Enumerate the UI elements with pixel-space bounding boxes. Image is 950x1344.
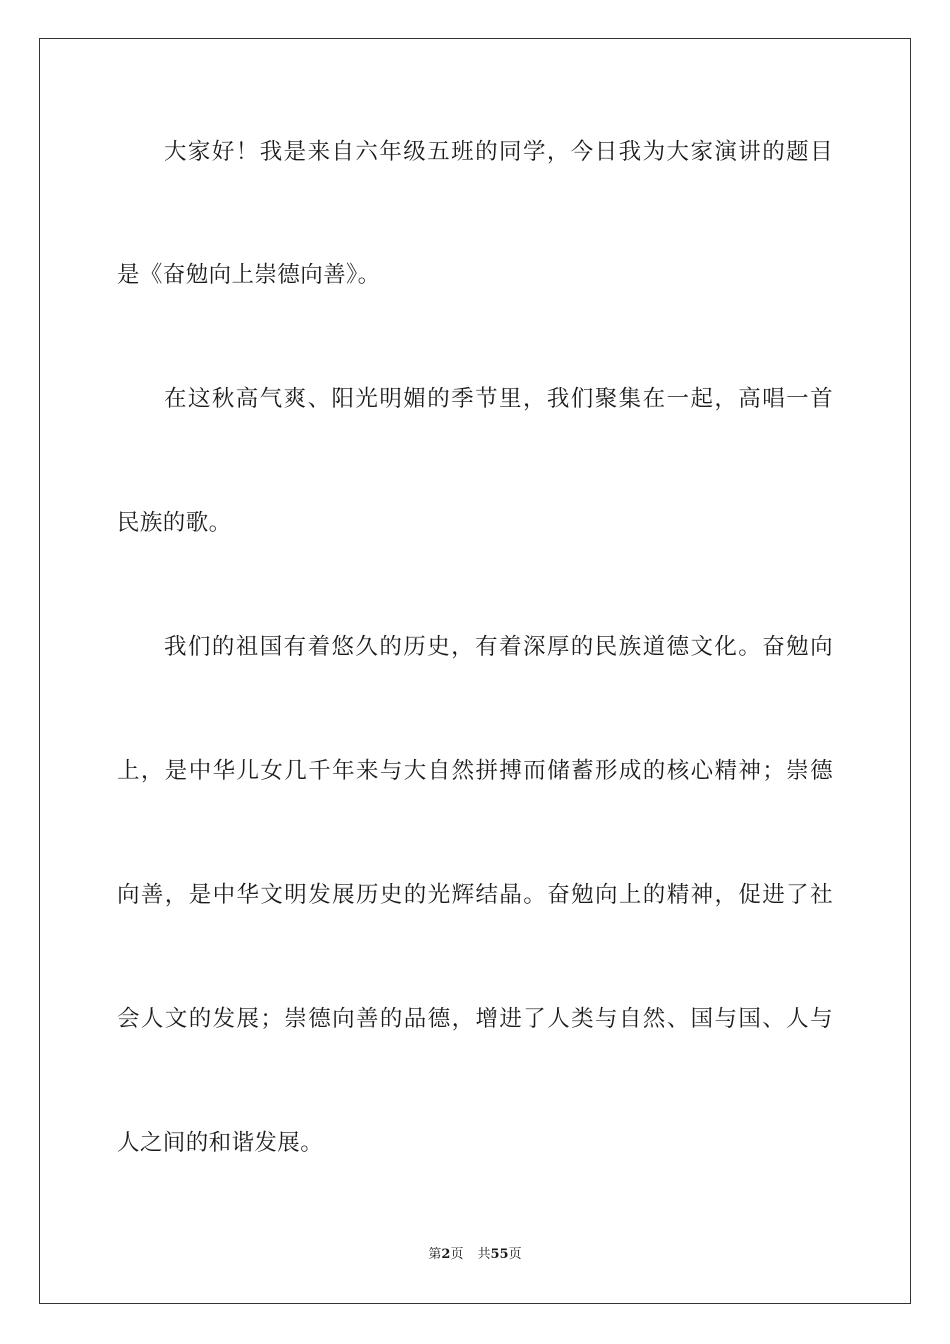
paragraph-3-line-2: 上，是中华儿女几千年来与大自然拼搏而储蓄形成的核心精神；崇德 (117, 758, 833, 784)
paragraph-1-line-1: 大家好！我是来自六年级五班的同学，今日我为大家演讲的题目 (164, 139, 833, 165)
paragraph-2-line-2: 民族的歌。 (117, 510, 232, 536)
footer-page-suffix: 页 (450, 1247, 464, 1262)
footer-page-number: 2 (441, 1247, 451, 1262)
page-border (39, 38, 911, 1304)
footer-page-prefix: 第 (428, 1247, 442, 1262)
footer-total-prefix: 共 (477, 1247, 491, 1262)
paragraph-1-line-2: 是《奋勉向上崇德向善》。 (117, 262, 381, 288)
paragraph-3-line-1: 我们的祖国有着悠久的历史，有着深厚的民族道德文化。奋勉向 (164, 634, 833, 660)
footer-total-pages: 55 (490, 1247, 509, 1262)
paragraph-3-line-5: 人之间的和谐发展。 (117, 1130, 324, 1156)
paragraph-3-line-3: 向善，是中华文明发展历史的光辉结晶。奋勉向上的精神，促进了社 (117, 882, 833, 908)
footer-total-suffix: 页 (508, 1247, 522, 1262)
page-footer (0, 1246, 950, 1264)
paragraph-3-line-4: 会人文的发展；崇德向善的品德，增进了人类与自然、国与国、人与 (117, 1006, 833, 1032)
paragraph-2-line-1: 在这秋高气爽、阳光明媚的季节里，我们聚集在一起，高唱一首 (164, 386, 833, 412)
